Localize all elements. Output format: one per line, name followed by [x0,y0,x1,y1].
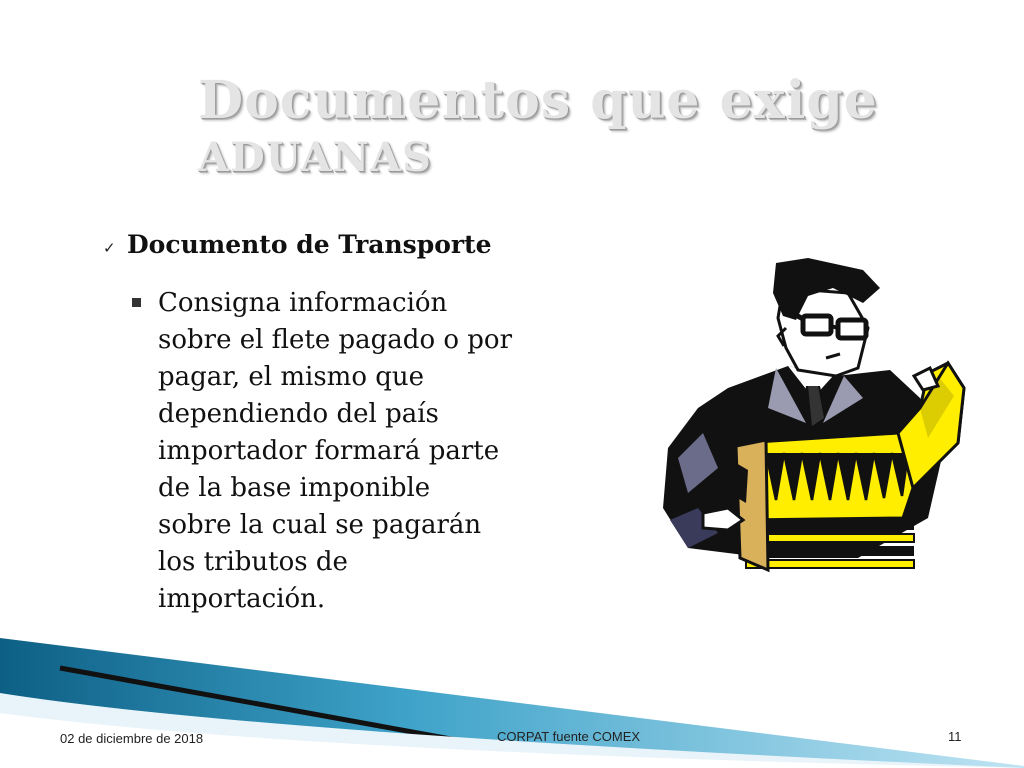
bullet-description-text: Consigna información sobre el flete pagado o por pagar, el mismo que dependiendo del país importador formará parte de la base imponible sobre la cual se pagarán los tributos de importación. [158,288,513,614]
footer-decoration [0,638,1024,768]
square-bullet-icon [132,298,141,307]
footer-source: CORPAT fuente COMEX [497,729,641,744]
page-number: 11 [948,729,962,744]
bullet-heading: Documento de Transporte [127,230,492,259]
slide-title: Documentos que exige [198,70,878,131]
bullet-description [132,285,578,618]
footer-date: 02 de diciembre de 2018 [60,731,204,746]
slide-subtitle: ADUANAS [198,134,432,181]
checkmark-icon: ✓ [103,239,116,257]
bullet-document-transport [103,230,492,259]
man-with-accordion-file-clipart [658,258,972,578]
